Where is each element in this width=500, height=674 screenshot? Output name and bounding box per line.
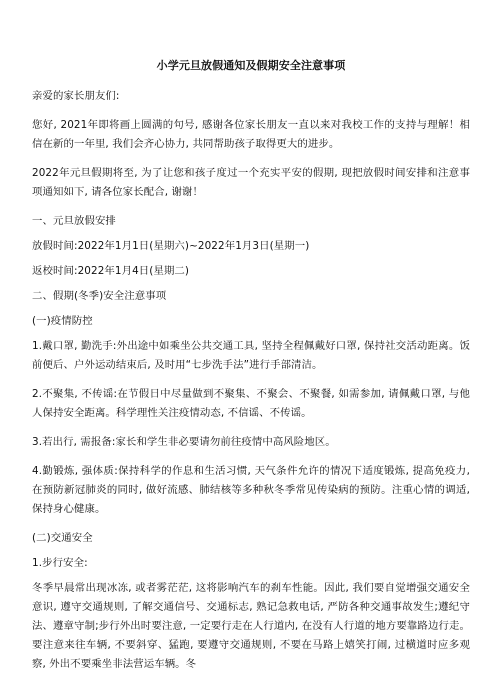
epidemic-item-4: 4.勤锻炼, 强体质:保持科学的作息和生活习惯, 天气条件允许的情况下适度锻炼, 提高免疫力, 在预防新冠肺炎的同时, 做好流感、肺结核等多种秋冬季常见传染病的预防。注重心情的调适, 保持身心健康。	[32, 465, 470, 515]
epidemic-item-1: 1.戴口罩, 勤洗手:外出途中如乘坐公共交通工具, 坚持全程佩戴好口罩, 保持社交活动距离。饭前便后、户外运动结束后, 及时用“七步洗手法”进行手部清洁。	[32, 340, 470, 371]
greeting-line: 亲爱的家长朋友们:	[32, 90, 120, 102]
document-title: 小学元旦放假通知及假期安全注意事项	[156, 59, 346, 72]
traffic-walking-heading: 1.步行安全:	[32, 557, 88, 569]
traffic-walking-paragraph: 冬季早晨常出现冰冻, 或者雾茫茫, 这将影响汽车的刹车性能。因此, 我们要自觉增强交通安全意识, 遵守交通规则, 了解交通信号、交通标志, 熟记急救电话, 严防各种交通事故发生;遵纪守法、遵章守制;步行外出时要注意, 一定要行走在人行道内, 在没有人行道的地方要靠路边行走。要注意来往车辆, 不要斜穿、猛跑, 要遵守交通规则, 不要在马路上嬉笑打闹, 过横道时应多观察, 外出不要乘坐非法营运车辆。冬	[32, 582, 470, 670]
subheading-epidemic: (一)疫情防控	[32, 315, 93, 327]
epidemic-item-3: 3.若出行, 需报备:家长和学生非必要请勿前往疫情中高风险地区。	[32, 436, 336, 448]
return-time: 返校时间:2022年1月4日(星期二)	[32, 265, 190, 277]
subheading-traffic: (二)交通安全	[32, 532, 93, 544]
holiday-time: 放假时间:2022年1月1日(星期六)~2022年1月3日(星期一)	[32, 240, 310, 252]
section-heading-holiday: 一、元旦放假安排	[32, 215, 116, 227]
epidemic-item-2: 2.不聚集, 不传谣:在节假日中尽量做到不聚集、不聚会、不聚餐, 如需参加, 请佩戴口罩, 与他人保持安全距离。科学理性关注疫情动态, 不信谣、不传谣。	[32, 388, 470, 419]
notice-paragraph: 2022年元旦假期将至, 为了让您和孩子度过一个充实平安的假期, 现把放假时间安排和注意事项通知如下, 请各位家长配合, 谢谢！	[32, 167, 470, 198]
document-page	[32, 56, 470, 674]
section-heading-safety: 二、假期(冬季)安全注意事项	[32, 290, 167, 302]
intro-paragraph: 您好, 2021年即将画上圆满的句号, 感谢各位家长朋友一直以来对我校工作的支持与理解！相信在新的一年里, 我们会齐心协力, 共同帮助孩子取得更大的进步。	[32, 119, 470, 150]
